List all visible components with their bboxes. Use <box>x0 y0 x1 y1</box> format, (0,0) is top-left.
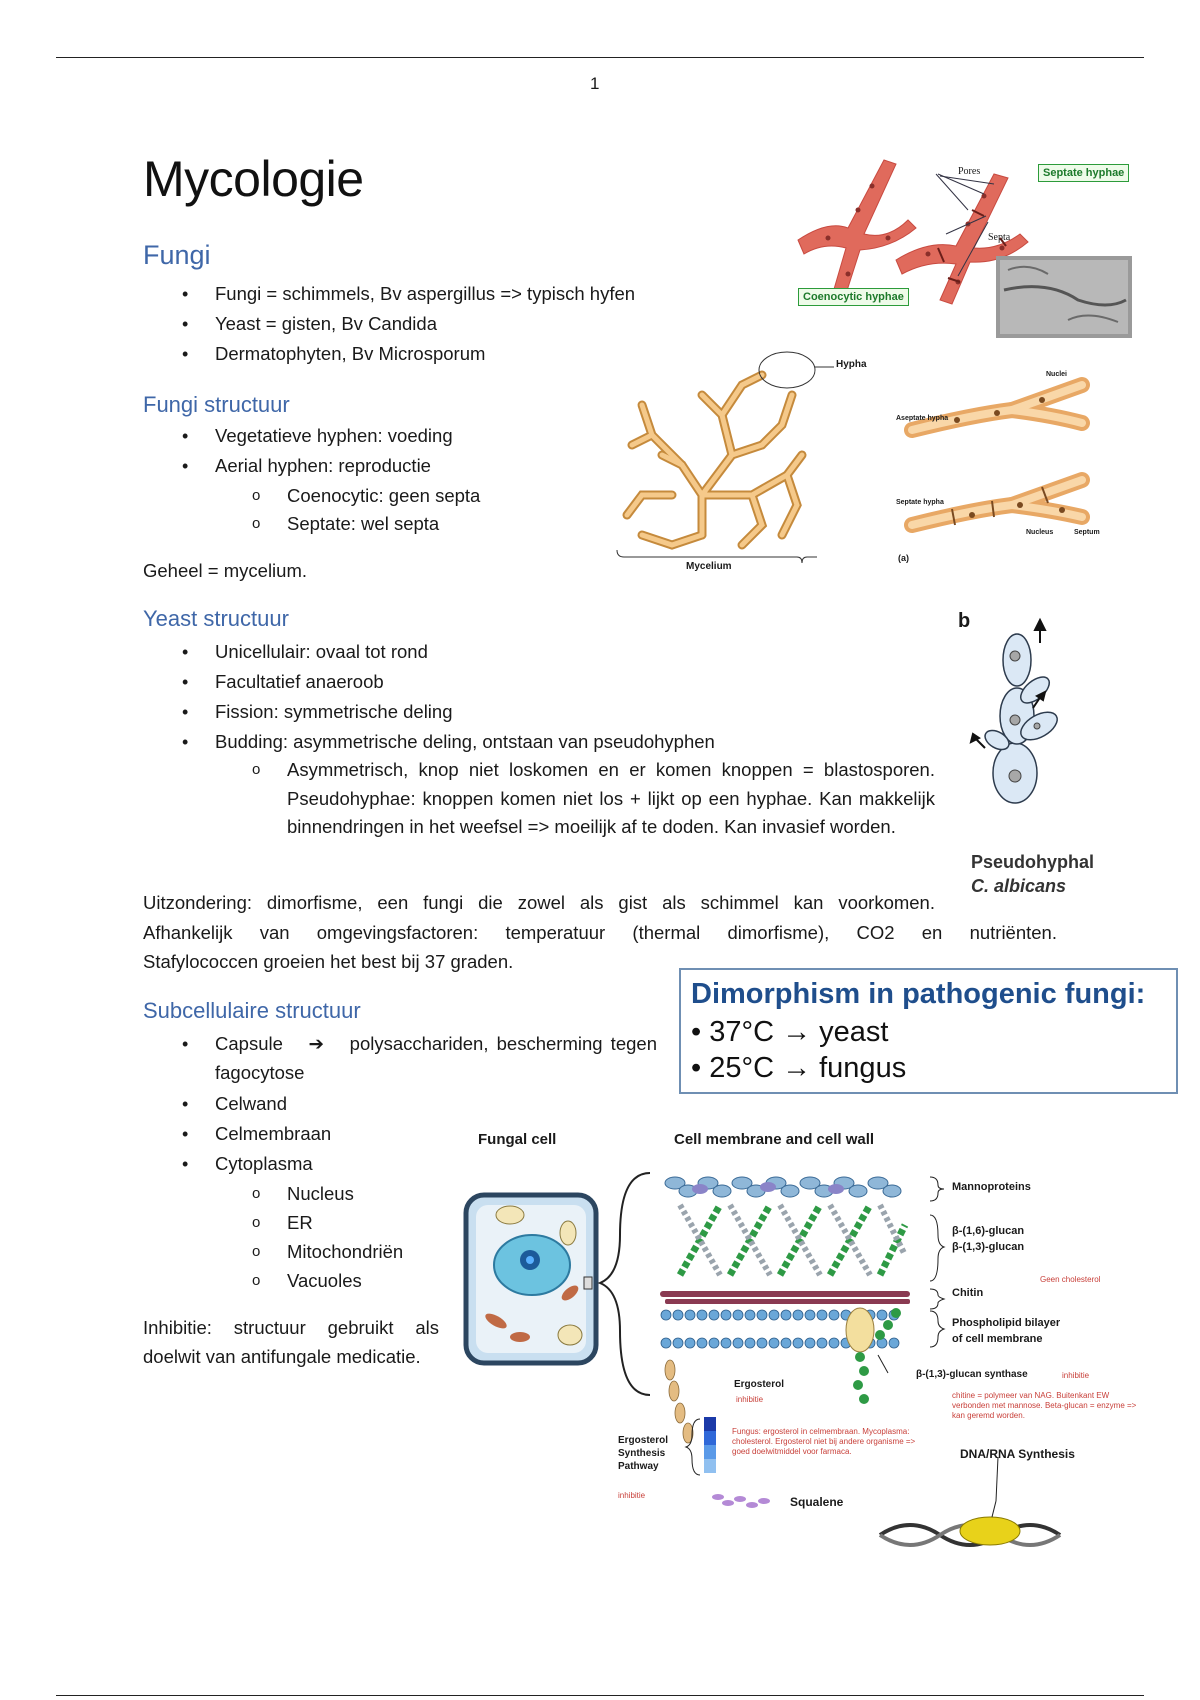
list-item <box>215 1034 657 1083</box>
pores-label: Pores <box>958 166 981 177</box>
list-item: • Facultatief anaeroob <box>215 672 384 692</box>
pseudohyphal-caption: Pseudohyphal <box>971 852 1095 872</box>
dimorphism-box <box>679 968 1178 1094</box>
list-subitem: o Vacuoles <box>287 1271 362 1291</box>
ergosterol-pathway-label-2: Synthesis <box>618 1448 666 1459</box>
capsule-rest: polysacchariden, bescherming tegen <box>349 1033 657 1054</box>
fungal-cell-figure <box>460 1125 1150 1565</box>
phospholipid-label: Phospholipid bilayer <box>952 1317 1061 1329</box>
pseudohyphal-figure <box>955 608 1125 903</box>
section-yeast-structuur-heading: Yeast structuur <box>143 606 289 631</box>
budding-paragraph: o Asymmetrisch, knop niet loskomen en er komen knoppen = blastosporen. Pseudohyphae: knoppen komen niet los + lijkt op een hyphae. Kan makkelijk binnendringen in het weefsel => moeilijk af te doden. Kan invasief worden. <box>287 759 935 837</box>
nucleus-label: Nucleus <box>1026 529 1054 536</box>
list-item: • Aerial hyphen: reproductie <box>215 456 431 476</box>
mycelium-figure <box>612 345 1132 575</box>
geen-cholesterol-note: Geen cholesterol <box>1040 1275 1101 1284</box>
mycelium-label: Mycelium <box>686 561 732 572</box>
list-item: • Budding: asymmetrische deling, ontstaan van pseudohyphen <box>215 732 715 752</box>
arrow-icon: ➔ <box>308 1033 325 1054</box>
fungal-cell-label: Fungal cell <box>478 1131 557 1148</box>
glucan13-label: β-(1,3)-glucan <box>952 1241 1025 1253</box>
dimorphism-fungus: • 25°C → fungus <box>691 1052 907 1084</box>
list-item: • Cytoplasma <box>215 1154 313 1174</box>
page-number: 1 <box>590 74 600 93</box>
pseudohyphal-drawing <box>955 608 1125 808</box>
chitin-label: Chitin <box>952 1287 984 1299</box>
dimorphism-title: Dimorphism in pathogenic fungi: <box>691 978 1146 1010</box>
list-item: • Fission: symmetrische deling <box>215 702 453 722</box>
ergosterol-pathway-label-1: Ergosterol <box>618 1435 669 1446</box>
dimorphism-yeast: • 37°C → yeast <box>691 1016 889 1048</box>
dna-rna-label: DNA/RNA Synthesis <box>960 1447 1075 1461</box>
list-item: • Celmembraan <box>215 1124 331 1144</box>
capsule-line <box>215 1034 657 1054</box>
capsule-label: • Capsule <box>215 1033 283 1054</box>
chitine-note: chitine = polymeer van NAG. Buitenkant EW verbonden met mannose. Beta-glucan = enzyme => kan geremd worden. <box>952 1391 1137 1420</box>
list-subitem: o ER <box>287 1213 313 1233</box>
membrane-wall-label: Cell membrane and cell wall <box>674 1131 875 1148</box>
top-rule <box>56 57 1144 58</box>
inhibitie-pathway: inhibitie <box>618 1491 646 1500</box>
panel-a-label: (a) <box>898 553 909 563</box>
aseptate-hypha-label: Aseptate hypha <box>896 415 949 422</box>
coenocytic-hyphae-label: Coenocytic hyphae <box>798 288 909 306</box>
glucan16-label: β-(1,6)-glucan <box>952 1225 1025 1237</box>
list-subitem: o Nucleus <box>287 1184 354 1204</box>
hypha-label: Hypha <box>836 359 867 370</box>
phospholipid-label-2: of cell membrane <box>952 1333 1043 1345</box>
squalene-label: Squalene <box>790 1495 844 1509</box>
exception-line-1: Uitzondering: dimorfisme, een fungi die zowel als gist als schimmel kan voorkomen. <box>143 892 935 913</box>
section-subcellulaire-heading: Subcellulaire structuur <box>143 998 361 1023</box>
septum-label: Septum <box>1074 529 1100 536</box>
septate-hyphae-label: Septate hyphae <box>1038 164 1129 182</box>
list-subitem <box>287 760 935 842</box>
glucan-synthase-label: β-(1,3)-glucan synthase <box>916 1369 1028 1380</box>
septa-label: Septa <box>988 232 1011 243</box>
bottom-rule <box>56 1695 1144 1696</box>
list-item: • Vegetatieve hyphen: voeding <box>215 426 453 446</box>
albicans-caption: C. albicans <box>971 876 1067 896</box>
septate-hypha-label: Septate hypha <box>896 499 944 506</box>
mycelium-note: Geheel = mycelium. <box>143 560 307 581</box>
list-item: • Yeast = gisten, Bv Candida <box>215 314 437 334</box>
mycelium-drawing <box>612 345 1132 575</box>
ergosterol-pathway-label-3: Pathway <box>618 1461 659 1472</box>
list-item: • Dermatophyten, Bv Microsporum <box>215 344 485 364</box>
fungus-note: Fungus: ergosterol in celmembraan. Mycoplasma: cholesterol. Ergosterol niet bij andere organisme => goed doelwitmiddel voor farmaca. <box>732 1427 916 1456</box>
mannoproteins-label: Mannoproteins <box>952 1181 1031 1193</box>
inhibitie-synthase: inhibitie <box>1062 1371 1090 1380</box>
ergosterol-label: Ergosterol <box>734 1379 785 1390</box>
list-subitem: o Septate: wel septa <box>287 514 439 534</box>
section-fungi-structuur-heading: Fungi structuur <box>143 392 290 417</box>
inhibitie-paragraph: Inhibitie: structuur gebruikt als doelwit van antifungale medicatie. <box>143 1317 439 1367</box>
exception-line-3: Stafylococcen groeien het best bij 37 graden. <box>143 951 514 972</box>
section-fungi-heading: Fungi <box>143 240 211 270</box>
list-item: • Unicellulair: ovaal tot rond <box>215 642 428 662</box>
hyphae-figure <box>788 150 1133 345</box>
list-subitem: o Mitochondriën <box>287 1242 403 1262</box>
panel-b-label: b <box>958 610 971 632</box>
inhibitie-ergosterol: inhibitie <box>736 1395 764 1404</box>
list-item: • Fungi = schimmels, Bv aspergillus => typisch hyfen <box>215 284 635 304</box>
list-item: • Celwand <box>215 1094 287 1114</box>
exception-line-2: Afhankelijk van omgevingsfactoren: temperatuur (thermal dimorfisme), CO2 en nutriënten. <box>143 922 1057 943</box>
page-title: Mycologie <box>143 151 364 207</box>
list-subitem: o Coenocytic: geen septa <box>287 486 480 506</box>
capsule-line-2: fagocytose <box>215 1062 305 1083</box>
nuclei-label: Nuclei <box>1046 371 1068 378</box>
